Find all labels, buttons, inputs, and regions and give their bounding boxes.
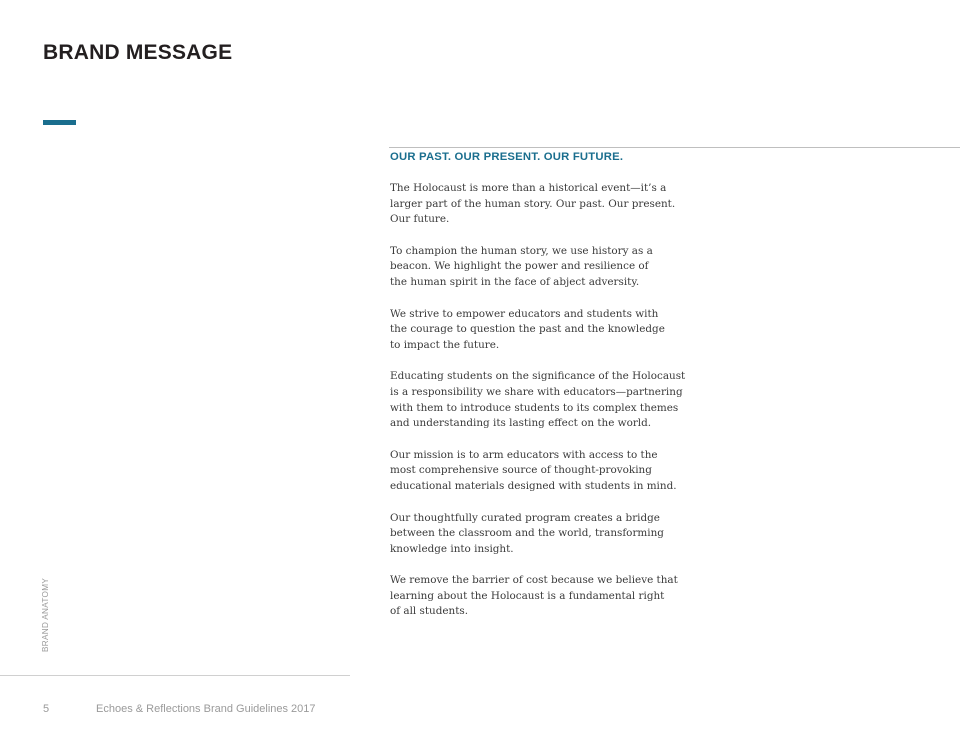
paragraph-2: To champion the human story, we use history as a beacon. We highlight the power and resilience of the human spirit in the face of abject adversity. [390, 244, 653, 288]
footer-document-title: Echoes & Reflections Brand Guidelines 2017 [96, 703, 316, 715]
body-copy [390, 181, 690, 636]
paragraph-5: Our mission is to arm educators with access to the most comprehensive source of thought-provoking educational materials designed with students in mind. [390, 448, 677, 492]
section-side-label: BRAND ANATOMY [41, 577, 50, 652]
section-heading: OUR PAST. OUR PRESENT. OUR FUTURE. [390, 151, 624, 163]
footer-divider [0, 675, 350, 676]
paragraph-1: The Holocaust is more than a historical event—it’s a larger part of the human story. Our past. Our present. Our future. [390, 182, 676, 226]
section-divider [389, 147, 960, 148]
paragraph-6: Our thoughtfully curated program creates a bridge between the classroom and the world, transforming knowledge into insight. [390, 511, 664, 555]
page-number: 5 [43, 703, 50, 715]
page-title: BRAND MESSAGE [43, 41, 233, 64]
paragraph-7: We remove the barrier of cost because we believe that learning about the Holocaust is a fundamental right of all students. [390, 574, 678, 618]
paragraph-3: We strive to empower educators and students with the courage to question the past and the knowledge to impact the future. [390, 307, 665, 351]
paragraph-4: Educating students on the significance of the Holocaust is a responsibility we share with educators—partnering with them to introduce students to its complex themes and understanding its lasting effect on the world. [390, 370, 686, 430]
title-accent-bar [43, 120, 76, 125]
